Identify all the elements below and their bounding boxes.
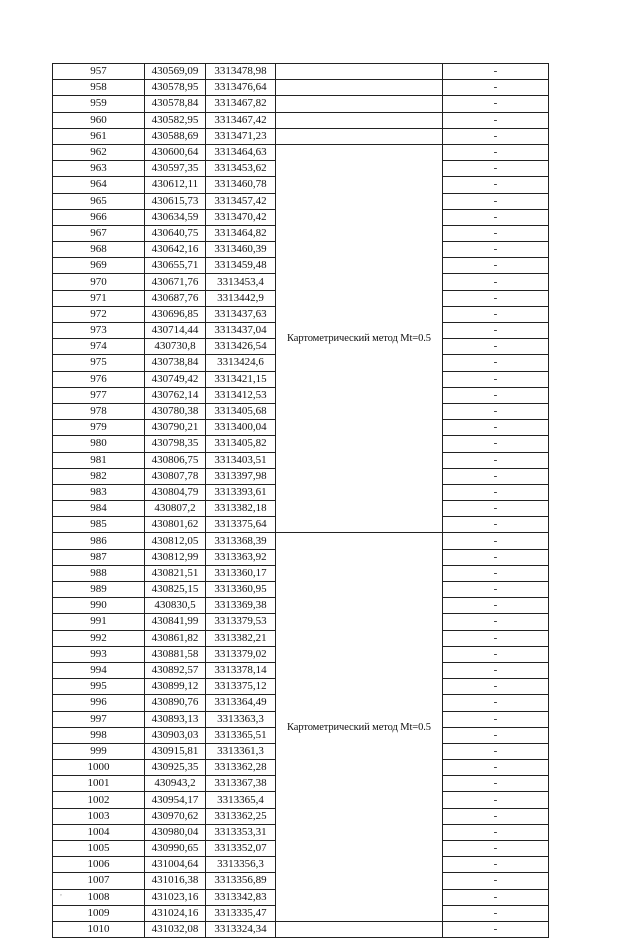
point-number-cell: 987 — [53, 549, 145, 565]
x-coordinate-cell: 430830,5 — [145, 598, 206, 614]
x-coordinate-cell: 430821,51 — [145, 565, 206, 581]
y-coordinate-cell: 3313363,92 — [206, 549, 276, 565]
note-cell: - — [443, 484, 549, 500]
y-coordinate-cell: 3313412,53 — [206, 387, 276, 403]
note-cell: - — [443, 112, 549, 128]
y-coordinate-cell: 3313342,83 — [206, 889, 276, 905]
point-number-cell: 960 — [53, 112, 145, 128]
point-number-cell: 983 — [53, 484, 145, 500]
x-coordinate-cell: 430899,12 — [145, 679, 206, 695]
y-coordinate-cell: 3313457,42 — [206, 193, 276, 209]
point-number-cell: 967 — [53, 225, 145, 241]
note-cell: - — [443, 857, 549, 873]
point-number-cell: 1003 — [53, 808, 145, 824]
x-coordinate-cell: 430588,69 — [145, 128, 206, 144]
point-number-cell: 993 — [53, 646, 145, 662]
y-coordinate-cell: 3313362,28 — [206, 760, 276, 776]
note-cell: - — [443, 598, 549, 614]
y-coordinate-cell: 3313375,64 — [206, 517, 276, 533]
note-cell: - — [443, 80, 549, 96]
note-cell: - — [443, 743, 549, 759]
y-coordinate-cell: 3313365,51 — [206, 727, 276, 743]
note-cell: - — [443, 403, 549, 419]
x-coordinate-cell: 430807,78 — [145, 468, 206, 484]
note-cell: - — [443, 711, 549, 727]
x-coordinate-cell: 430825,15 — [145, 582, 206, 598]
y-coordinate-cell: 3313405,82 — [206, 436, 276, 452]
note-cell: - — [443, 177, 549, 193]
table-row — [53, 921, 549, 937]
y-coordinate-cell: 3313403,51 — [206, 452, 276, 468]
y-coordinate-cell: 3313397,98 — [206, 468, 276, 484]
y-coordinate-cell: 3313379,53 — [206, 614, 276, 630]
note-cell: - — [443, 64, 549, 80]
point-number-cell: 957 — [53, 64, 145, 80]
x-coordinate-cell: 430812,05 — [145, 533, 206, 549]
x-coordinate-cell: 430801,62 — [145, 517, 206, 533]
x-coordinate-cell: 430640,75 — [145, 225, 206, 241]
note-cell: - — [443, 387, 549, 403]
point-number-cell: 1006 — [53, 857, 145, 873]
x-coordinate-cell: 430612,11 — [145, 177, 206, 193]
point-number-cell: 975 — [53, 355, 145, 371]
x-coordinate-cell: 430655,71 — [145, 258, 206, 274]
point-number-cell: 982 — [53, 468, 145, 484]
y-coordinate-cell: 3313356,3 — [206, 857, 276, 873]
x-coordinate-cell: 430881,58 — [145, 646, 206, 662]
note-cell: - — [443, 258, 549, 274]
note-cell: - — [443, 274, 549, 290]
y-coordinate-cell: 3313460,78 — [206, 177, 276, 193]
x-coordinate-cell: 430812,99 — [145, 549, 206, 565]
y-coordinate-cell: 3313379,02 — [206, 646, 276, 662]
note-cell: - — [443, 306, 549, 322]
y-coordinate-cell: 3313375,12 — [206, 679, 276, 695]
method-cell-empty — [276, 921, 443, 937]
coordinates-table-body — [53, 64, 549, 938]
y-coordinate-cell: 3313360,17 — [206, 565, 276, 581]
x-coordinate-cell: 430762,14 — [145, 387, 206, 403]
point-number-cell: 964 — [53, 177, 145, 193]
y-coordinate-cell: 3313464,63 — [206, 144, 276, 160]
scan-mark: , — [60, 888, 62, 897]
point-number-cell: 969 — [53, 258, 145, 274]
point-number-cell: 1002 — [53, 792, 145, 808]
y-coordinate-cell: 3313363,3 — [206, 711, 276, 727]
y-coordinate-cell: 3313464,82 — [206, 225, 276, 241]
note-cell: - — [443, 339, 549, 355]
point-number-cell: 1004 — [53, 824, 145, 840]
y-coordinate-cell: 3313335,47 — [206, 905, 276, 921]
note-cell: - — [443, 582, 549, 598]
x-coordinate-cell: 430578,84 — [145, 96, 206, 112]
x-coordinate-cell: 430892,57 — [145, 662, 206, 678]
point-number-cell: 973 — [53, 323, 145, 339]
point-number-cell: 974 — [53, 339, 145, 355]
point-number-cell: 988 — [53, 565, 145, 581]
table-row — [53, 80, 549, 96]
note-cell: - — [443, 792, 549, 808]
y-coordinate-cell: 3313470,42 — [206, 209, 276, 225]
y-coordinate-cell: 3313365,4 — [206, 792, 276, 808]
y-coordinate-cell: 3313352,07 — [206, 841, 276, 857]
point-number-cell: 971 — [53, 290, 145, 306]
y-coordinate-cell: 3313437,04 — [206, 323, 276, 339]
method-cell-empty — [276, 64, 443, 80]
x-coordinate-cell: 430990,65 — [145, 841, 206, 857]
method-cell-empty — [276, 96, 443, 112]
note-cell: - — [443, 565, 549, 581]
point-number-cell: 961 — [53, 128, 145, 144]
y-coordinate-cell: 3313471,23 — [206, 128, 276, 144]
note-cell: - — [443, 662, 549, 678]
coordinates-table — [52, 63, 549, 938]
point-number-cell: 1009 — [53, 905, 145, 921]
x-coordinate-cell: 431023,16 — [145, 889, 206, 905]
table-row — [53, 533, 549, 549]
note-cell: - — [443, 517, 549, 533]
note-cell: - — [443, 96, 549, 112]
x-coordinate-cell: 430903,03 — [145, 727, 206, 743]
point-number-cell: 1010 — [53, 921, 145, 937]
note-cell: - — [443, 808, 549, 824]
point-number-cell: 965 — [53, 193, 145, 209]
x-coordinate-cell: 430954,17 — [145, 792, 206, 808]
x-coordinate-cell: 430890,76 — [145, 695, 206, 711]
x-coordinate-cell: 430798,35 — [145, 436, 206, 452]
method-cell: Картометрический метод Mt=0.5 — [276, 533, 443, 922]
y-coordinate-cell: 3313453,62 — [206, 161, 276, 177]
point-number-cell: 963 — [53, 161, 145, 177]
y-coordinate-cell: 3313360,95 — [206, 582, 276, 598]
x-coordinate-cell: 430780,38 — [145, 403, 206, 419]
point-number-cell: 966 — [53, 209, 145, 225]
note-cell: - — [443, 355, 549, 371]
note-cell: - — [443, 225, 549, 241]
y-coordinate-cell: 3313405,68 — [206, 403, 276, 419]
point-number-cell: 984 — [53, 501, 145, 517]
point-number-cell: 994 — [53, 662, 145, 678]
point-number-cell: 1007 — [53, 873, 145, 889]
point-number-cell: 981 — [53, 452, 145, 468]
x-coordinate-cell: 430569,09 — [145, 64, 206, 80]
note-cell: - — [443, 242, 549, 258]
x-coordinate-cell: 430861,82 — [145, 630, 206, 646]
note-cell: - — [443, 533, 549, 549]
y-coordinate-cell: 3313424,6 — [206, 355, 276, 371]
note-cell: - — [443, 889, 549, 905]
y-coordinate-cell: 3313426,54 — [206, 339, 276, 355]
x-coordinate-cell: 430841,99 — [145, 614, 206, 630]
point-number-cell: 995 — [53, 679, 145, 695]
point-number-cell: 999 — [53, 743, 145, 759]
x-coordinate-cell: 430943,2 — [145, 776, 206, 792]
x-coordinate-cell: 430738,84 — [145, 355, 206, 371]
table-row — [53, 112, 549, 128]
point-number-cell: 977 — [53, 387, 145, 403]
x-coordinate-cell: 430582,95 — [145, 112, 206, 128]
point-number-cell: 980 — [53, 436, 145, 452]
point-number-cell: 996 — [53, 695, 145, 711]
y-coordinate-cell: 3313442,9 — [206, 290, 276, 306]
y-coordinate-cell: 3313362,25 — [206, 808, 276, 824]
point-number-cell: 968 — [53, 242, 145, 258]
y-coordinate-cell: 3313476,64 — [206, 80, 276, 96]
point-number-cell: 1008 — [53, 889, 145, 905]
x-coordinate-cell: 430749,42 — [145, 371, 206, 387]
x-coordinate-cell: 430687,76 — [145, 290, 206, 306]
note-cell: - — [443, 290, 549, 306]
y-coordinate-cell: 3313437,63 — [206, 306, 276, 322]
y-coordinate-cell: 3313356,89 — [206, 873, 276, 889]
note-cell: - — [443, 436, 549, 452]
y-coordinate-cell: 3313460,39 — [206, 242, 276, 258]
point-number-cell: 959 — [53, 96, 145, 112]
x-coordinate-cell: 430642,16 — [145, 242, 206, 258]
x-coordinate-cell: 430714,44 — [145, 323, 206, 339]
method-cell: Картометрический метод Mt=0.5 — [276, 144, 443, 533]
x-coordinate-cell: 431032,08 — [145, 921, 206, 937]
point-number-cell: 998 — [53, 727, 145, 743]
y-coordinate-cell: 3313353,31 — [206, 824, 276, 840]
x-coordinate-cell: 430730,8 — [145, 339, 206, 355]
table-row — [53, 64, 549, 80]
x-coordinate-cell: 430634,59 — [145, 209, 206, 225]
table-row — [53, 96, 549, 112]
y-coordinate-cell: 3313467,82 — [206, 96, 276, 112]
note-cell: - — [443, 468, 549, 484]
y-coordinate-cell: 3313367,38 — [206, 776, 276, 792]
note-cell: - — [443, 144, 549, 160]
note-cell: - — [443, 905, 549, 921]
note-cell: - — [443, 549, 549, 565]
note-cell: - — [443, 420, 549, 436]
y-coordinate-cell: 3313324,34 — [206, 921, 276, 937]
note-cell: - — [443, 371, 549, 387]
note-cell: - — [443, 695, 549, 711]
point-number-cell: 979 — [53, 420, 145, 436]
point-number-cell: 985 — [53, 517, 145, 533]
point-number-cell: 986 — [53, 533, 145, 549]
note-cell: - — [443, 501, 549, 517]
note-cell: - — [443, 727, 549, 743]
y-coordinate-cell: 3313368,39 — [206, 533, 276, 549]
note-cell: - — [443, 614, 549, 630]
x-coordinate-cell: 430578,95 — [145, 80, 206, 96]
y-coordinate-cell: 3313378,14 — [206, 662, 276, 678]
point-number-cell: 1001 — [53, 776, 145, 792]
y-coordinate-cell: 3313421,15 — [206, 371, 276, 387]
x-coordinate-cell: 430696,85 — [145, 306, 206, 322]
note-cell: - — [443, 128, 549, 144]
point-number-cell: 989 — [53, 582, 145, 598]
y-coordinate-cell: 3313364,49 — [206, 695, 276, 711]
point-number-cell: 970 — [53, 274, 145, 290]
note-cell: - — [443, 193, 549, 209]
x-coordinate-cell: 430915,81 — [145, 743, 206, 759]
method-cell-empty — [276, 112, 443, 128]
x-coordinate-cell: 430615,73 — [145, 193, 206, 209]
note-cell: - — [443, 873, 549, 889]
note-cell: - — [443, 841, 549, 857]
x-coordinate-cell: 431024,16 — [145, 905, 206, 921]
point-number-cell: 991 — [53, 614, 145, 630]
x-coordinate-cell: 430597,35 — [145, 161, 206, 177]
y-coordinate-cell: 3313467,42 — [206, 112, 276, 128]
note-cell: - — [443, 161, 549, 177]
y-coordinate-cell: 3313400,04 — [206, 420, 276, 436]
x-coordinate-cell: 430671,76 — [145, 274, 206, 290]
x-coordinate-cell: 430893,13 — [145, 711, 206, 727]
x-coordinate-cell: 430806,75 — [145, 452, 206, 468]
x-coordinate-cell: 430925,35 — [145, 760, 206, 776]
point-number-cell: 976 — [53, 371, 145, 387]
y-coordinate-cell: 3313459,48 — [206, 258, 276, 274]
point-number-cell: 972 — [53, 306, 145, 322]
x-coordinate-cell: 430807,2 — [145, 501, 206, 517]
x-coordinate-cell: 430970,62 — [145, 808, 206, 824]
x-coordinate-cell: 431004,64 — [145, 857, 206, 873]
note-cell: - — [443, 776, 549, 792]
note-cell: - — [443, 323, 549, 339]
point-number-cell: 962 — [53, 144, 145, 160]
point-number-cell: 997 — [53, 711, 145, 727]
note-cell: - — [443, 921, 549, 937]
note-cell: - — [443, 646, 549, 662]
note-cell: - — [443, 760, 549, 776]
point-number-cell: 958 — [53, 80, 145, 96]
x-coordinate-cell: 430790,21 — [145, 420, 206, 436]
y-coordinate-cell: 3313361,3 — [206, 743, 276, 759]
table-row — [53, 144, 549, 160]
x-coordinate-cell: 430804,79 — [145, 484, 206, 500]
note-cell: - — [443, 679, 549, 695]
x-coordinate-cell: 430980,04 — [145, 824, 206, 840]
point-number-cell: 978 — [53, 403, 145, 419]
x-coordinate-cell: 430600,64 — [145, 144, 206, 160]
point-number-cell: 1005 — [53, 841, 145, 857]
point-number-cell: 990 — [53, 598, 145, 614]
table-row — [53, 128, 549, 144]
y-coordinate-cell: 3313382,21 — [206, 630, 276, 646]
note-cell: - — [443, 209, 549, 225]
note-cell: - — [443, 452, 549, 468]
note-cell: - — [443, 824, 549, 840]
y-coordinate-cell: 3313393,61 — [206, 484, 276, 500]
x-coordinate-cell: 431016,38 — [145, 873, 206, 889]
y-coordinate-cell: 3313382,18 — [206, 501, 276, 517]
y-coordinate-cell: 3313453,4 — [206, 274, 276, 290]
note-cell: - — [443, 630, 549, 646]
point-number-cell: 992 — [53, 630, 145, 646]
method-cell-empty — [276, 128, 443, 144]
y-coordinate-cell: 3313369,38 — [206, 598, 276, 614]
method-cell-empty — [276, 80, 443, 96]
y-coordinate-cell: 3313478,98 — [206, 64, 276, 80]
point-number-cell: 1000 — [53, 760, 145, 776]
